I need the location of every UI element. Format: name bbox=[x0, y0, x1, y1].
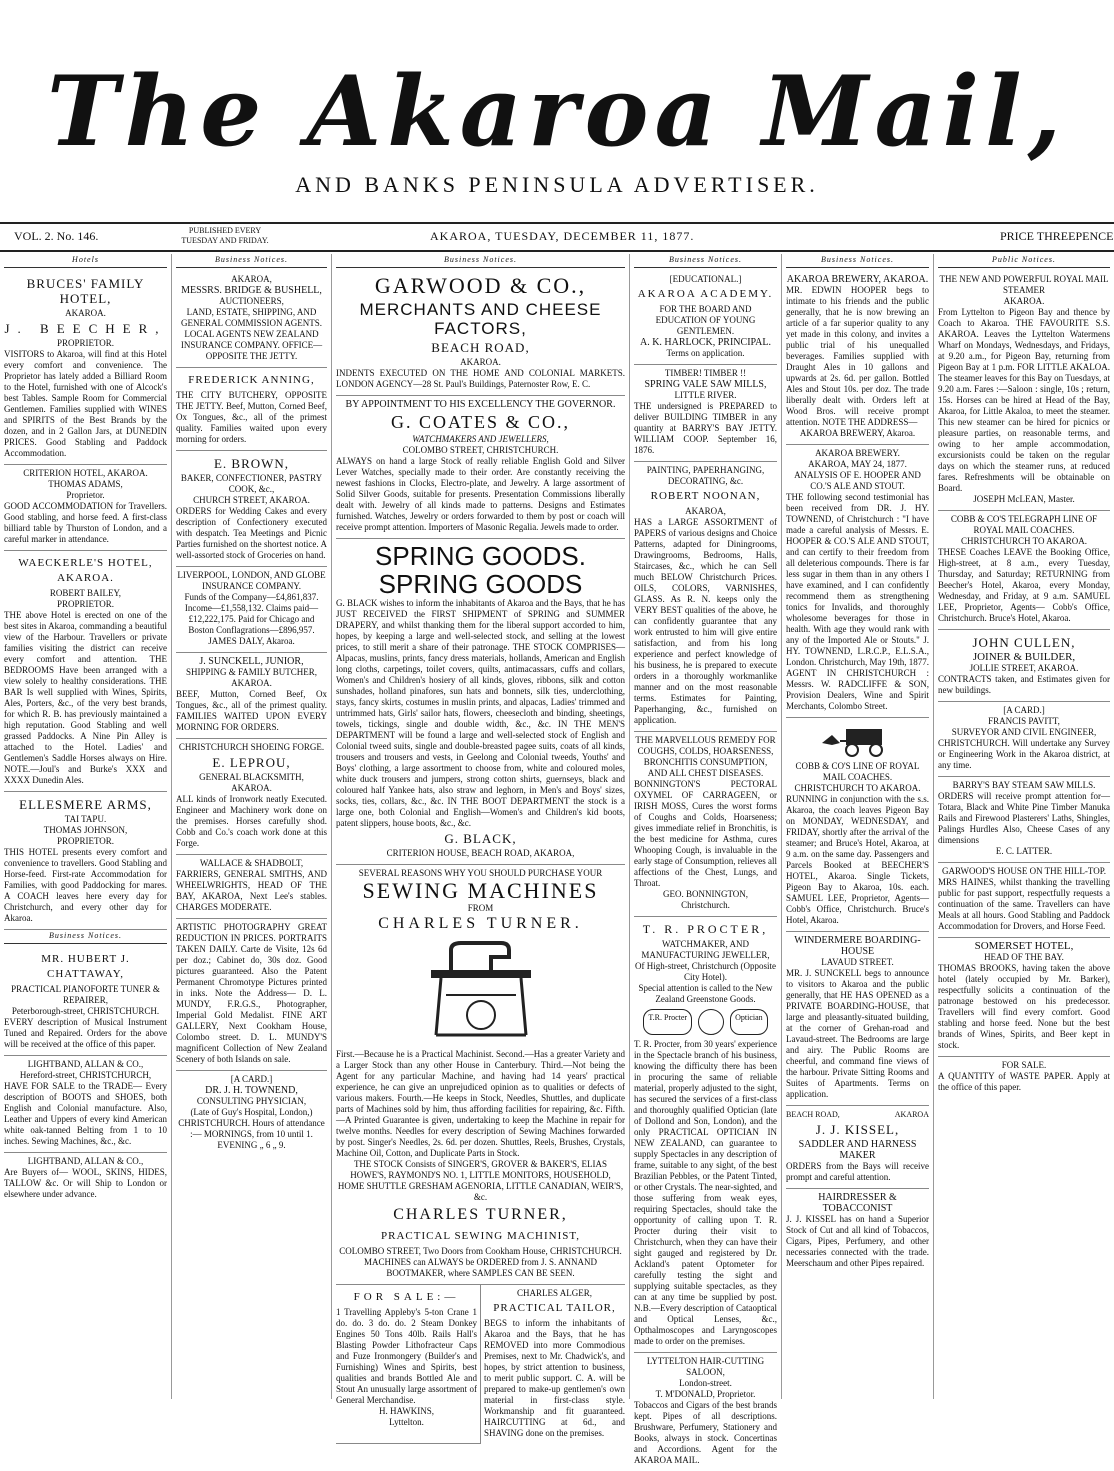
price: PRICE THREEPENCE bbox=[1000, 229, 1114, 243]
advert-anning bbox=[176, 368, 327, 451]
advert-text: From Lyttelton to Pigeon Bay and thence by Coach to Akaroa. THE FAVOURITE S.S. AKAROA. Leaves the Lyttelton Watermens Wharf on Mondays, Wednesdays, and Fridays, at 9.20 a.m., for Pigeon Bay, returning from Pigeon Bay at 1 p.m. FOR LITTLE AKALOA. The steamer leaves for this Bay on Tuesdays, at 9.20 a.m. Fares :—Saloon : single, 10s ; return, 15s. Horses can be hired at Head of the Bay, Akaroa, for Little Akaloa, to meet the steamer. This new steamer can be hired for picnics or pleasure parties, on reasonable terms, and owing to her ample accommodation, excursionists could be taken on the regular days on which the steamer runs, at reduced fares. Refreshments will be obtainable on Board. bbox=[938, 307, 1110, 493]
advert-cobb-coaches bbox=[786, 718, 929, 932]
advert-title: CHRISTCHURCH SHOEING FORGE. bbox=[178, 742, 325, 752]
advert-place: JOLLIE STREET, AKAROA. bbox=[969, 663, 1079, 673]
advert-town: AKAROA. bbox=[460, 357, 501, 367]
advert-place: Lyttelton. bbox=[389, 1417, 424, 1427]
advert-sunckell-butcher bbox=[176, 653, 327, 739]
advert-waeckerles-hotel bbox=[4, 551, 167, 792]
column-heading: Public Notices. bbox=[938, 254, 1110, 268]
advert-role: WATCHMAKERS AND JEWELLERS, bbox=[412, 434, 549, 444]
advert-route: CHRISTCHURCH TO AKAROA. bbox=[961, 536, 1087, 546]
advert-role: SURVEYOR AND CIVIL ENGINEER, bbox=[951, 727, 1097, 737]
advert-place: LAVAUD STREET. bbox=[821, 957, 894, 967]
advert-bonnington bbox=[634, 732, 777, 917]
advert-text: T. R. Procter, from 30 years' experience in the Spectacle branch of his business, knowing the difficulty there has been in procuring the same of reliable material, properly adjusted to the sight, has secured the services of a first-class and thoroughly qualified Optician (late of Dollond and Son, London), and the only PRACTICAL OPTICIAN IN NEW ZEALAND, can guarantee to supply Spectacles in any description of frame, suitable to any sight, of the best Brazilian Pebbles, or the Patent Tinted, or other Crystals. The near-sighted, and those suffering from weak eyes, requiring Spectacles, should take the opportunity of calling upon T. R. Procter during their visit to Christchurch, when they can have their sight gauged and registered by Dr. Ackland's patent Optometer for carefully testing the sight and supplying suitable spectacles, as they can at any time be supplied by post. N.B.—Every description of Cataoptical and Optical Lenses, &c., Opthalmoscopes and Laryngoscopes made to order on the premises. bbox=[634, 1039, 777, 1346]
advert-text: (Late of Guy's Hospital, London,) CHRISTCHURCH. Hours of attendance :— MORNINGS, from 10 until 1. EVENING „ 6 „ 9. bbox=[178, 1107, 325, 1150]
advert-text: LAND, ESTATE, SHIPPING, AND GENERAL COMMISSION AGENTS. LOCAL AGENTS NEW ZEALAND INSURANCE COMPANY. OFFICE—OPPOSITE THE JETTY. bbox=[180, 307, 323, 361]
advert-role: PROPRIETOR. bbox=[56, 836, 115, 846]
advert-title: DR. J. H. TOWNEND, bbox=[205, 1085, 298, 1096]
advert-text: ORDERS for Wedding Cakes and every description of Confectionery executed with despatch. Tea Meetings and Picnic Parties furnished on the shortest notice. A well-assorted stock of Groceries on hand. bbox=[176, 506, 327, 560]
advert-title: GARWOOD'S HOUSE ON THE HILL-TOP. bbox=[941, 866, 1107, 876]
advert-akaroa-academy bbox=[634, 271, 777, 365]
advert-text: THE above Hotel is erected on one of the best sites in Akaroa, commanding a beautiful view of the Harbour. Travellers or private families visiting the district can receive every comfort and attention. THE BEDROOMS Have been arranged with a view solely to healthy considerations. THE BAR Is well supplied with Wines, Spirits, Ales, Porters, &c., of the very best brands, for which R. B. has previously maintained a high reputation. Good Stabling and well grassed Paddocks. A Nine Pin Alley is attached to the Hotel. Ladies' and Gentlemen's Saddle Horses always on Hire. NOTE.—Joul's and Burke's XXX and XXXX Dunedin Ales. bbox=[4, 610, 167, 785]
column-heading: Business Notices. bbox=[786, 254, 929, 268]
column-business-2 bbox=[332, 254, 630, 1438]
advert-title: MESSRS. BRIDGE & BUSHELL, bbox=[181, 285, 322, 296]
advert-side-labels bbox=[786, 1109, 929, 1120]
advert-procter bbox=[634, 917, 777, 1353]
volume-number: VOL. 2. No. 146. bbox=[14, 229, 99, 243]
advert-title: MR. HUBERT J. CHATTAWAY, bbox=[41, 953, 130, 980]
advert-label: [A CARD.] bbox=[230, 1074, 273, 1084]
advert-townend bbox=[176, 1071, 327, 1156]
advert-garwoods-house bbox=[938, 863, 1110, 938]
advert-text: ORDERS from the Bays will receive prompt and careful attention. bbox=[786, 1161, 929, 1182]
advert-text: 1 Travelling Appleby's 5-ton Crane 1 do. do. 3 do. do. 2 Steam Donkey Engines 50 Tons 40lb. Rails Hall's Blasting Powder Lithofracteur Caps and Fuze Ironmongery (Builder's and Furnishing) Wines and Spirits, best qualities and brands Bottled Ale and Stout An unusually large assortment of General Merchandise. bbox=[336, 1307, 477, 1405]
advert-place: COLOMBO STREET, CHRISTCHURCH. bbox=[402, 445, 559, 455]
advert-name: THOMAS ADAMS, bbox=[48, 479, 123, 489]
advert-stock: THE STOCK Consists of SINGER'S, GROVER & BAKER'S, ELIAS HOWE'S, RAYMOND'S NO. 1, LITTLE MONITORS, HOUSEHOLD, HOME SHUTTLE GRESHAM AGENORIA, LITTLE CANADIAN, WEIR'S, &c. bbox=[337, 1159, 624, 1202]
advert-title: J. J. KISSEL, bbox=[815, 1122, 900, 1137]
masthead bbox=[0, 55, 1114, 198]
advert-role: SADDLER AND HARNESS MAKER bbox=[798, 1139, 917, 1161]
advert-role: JOINER & BUILDER, bbox=[972, 651, 1076, 663]
advert-role: AUCTIONEERS, bbox=[219, 296, 284, 306]
advert-text: MR. EDWIN HOOPER begs to intimate to his friends and the public generally, that he is now brewing an article of a far superior quality to any yet made in this colony, and invites a public trial of his unequalled beverages. Families supplied with Draught Ales in 10 gallons and upwards at 2s. 6d. per gallon. Bottled Ales and Stout 10s. per doz. The trade liberally dealt with. Orders left at Wood Bros. will receive prompt attention. NOTE THE ADDRESS— bbox=[786, 285, 929, 427]
advert-title: FOR SALE:— bbox=[353, 1291, 460, 1303]
advert-subtitle: MERCHANTS AND CHEESE FACTORS, bbox=[359, 300, 602, 338]
advert-text: BEEF, Mutton, Corned Beef, Ox Tongues, &c., all of the primest quality. FAMILIES WAITED UPON EVERY MORNING FOR ORDERS. bbox=[176, 689, 327, 732]
advert-title: HAIRDRESSER & TOBACCONIST bbox=[818, 1192, 897, 1214]
advert-text: VISITORS to Akaroa, will find at this Hotel every comfort and convenience. The Proprietor has lately added a Billiard Room to the Hotel, furnished with one of Alcock's best Tables. Sample Room for Commercial Gentlemen. Families supplied with WINES and SPIRITS of the Best Brands by the dozen, and in 2 Gallon Jars, at DUNEDIN PRICES. Good Stabling and Paddock Accommodation. bbox=[4, 349, 167, 458]
advert-text: ALL kinds of Ironwork neatly Executed. Engineer and Machinery work done on the premises. Horses carefully shod. Cobb and Co.'s coach work done at this Forge. bbox=[176, 794, 327, 848]
advert-text: THE following second testimonial has been received from DR. J. HY. TOWNEND, of Christchurch : "I have made a careful analysis of Messrs. E. HOOPER & CO.'S ALE AND STOUT, and can certify to their freedom from all deleterious compounds. There is far less sugar in them than in any others I have examined, and I can confidently recommend them as strengthening tonics for Invalids, and thoroughly wholesome beverages for those in health. With age they would rank with any of the Imported Ale or Stouts." J. HY. TOWNEND, L.R.C.P., E.L.S.A., London. Christchurch, May 19th, 1877. AGENT IN CHRISTCHURCH : Messrs. W. RADCLIFFE & SON, Provision Dealers, Wine and Spirit Merchants, Colombo Street. bbox=[786, 492, 929, 711]
advert-label: [EDUCATIONAL.] bbox=[669, 274, 742, 284]
advert-title: LIGHTBAND, ALLAN & CO., bbox=[27, 1059, 144, 1069]
advert-place: Hereford-street, CHRISTCHURCH, bbox=[19, 1070, 152, 1080]
advert-name: CHARLES ALGER, bbox=[516, 1288, 592, 1298]
advert-signature: CHARLES TURNER, bbox=[393, 1206, 568, 1223]
advert-side-right: AKAROA bbox=[894, 1110, 929, 1119]
advert-text: G. BLACK wishes to inform the inhabitants of Akaroa and the Bays, that he has JUST RECEIVED the FIRST SHIPMENT of SPRING and SUMMER DRAPERY, and whilst thanking them for the liberal support accorded to him, hopes, by keeping a large and well-selected stock, and selling at the lowest prices, to still merit a share of their patronage. THE STOCK COMPRISES—Alpacas, muslins, prints, fancy dress materials, hollands, American and English long cloths, carpetings, toilet covers, quilts, antimacassars, cuffs and collars, Women's and Children's hosiery of all kinds, gloves, ribbons, silk and cotton sunshades, holland pinafores, sun hats and bonnets, silk ties, underclothing, stays, fancy skirts, costumes in muslin prints, and alpacas, Ladies' trimmed and untrimmed hats, Girls' sailor hats, flowers, cheesecloth and binding, sheetings, towels, tickings, single and double width, &c., &c. IN THE MEN'S DEPARTMENT will be found a large and well-selected stock of English and Colonial tweed suits, single and double-breasted pagee suits, coats of all kinds, trousers and trousers and vests, in Geelong and Colonial tweeds, Youths' and Boys' clothing, a large assortment to choose from, white and coloured moles, white duck trousers and jumpers, strong cotton shirts, guernseys, black and coloured half Yankee hats, also straw and leghorn, in Men's and Boys' sizes, socks, ties, collars, &c., &c. IN THE BOOT DEPARTMENT the stock is a large one, both Colonial and English—Women's and Children's kid boots, patent slippers, house boots, &c., &c. bbox=[336, 598, 625, 828]
advert-role: BAKER, CONFECTIONER, PASTRY COOK, &c., bbox=[180, 473, 323, 494]
advert-text: THE undersigned is PREPARED to deliver BUILDING TIMBER in any quantity at BARRY'S BAY JETTY. WILLIAM COOP. September 16, 1876. bbox=[634, 401, 777, 455]
advert-mundy-photography bbox=[176, 919, 327, 1071]
advert-place: London-street. bbox=[679, 1378, 732, 1388]
optician-badge: Optician bbox=[730, 1009, 768, 1035]
advert-text: BONNINGTON'S PECTORAL OXYMEL OF CARRAGEEN, or IRISH MOSS, Cures the worst forms of Coughs and Colds, Hoarseness; gives immediate relief in Bronchitis, is the best medicine for Asthma, cures Whooping Cough, is invaluable in the early stage of Consumption, relieves all affections of the Chest, Lungs, and Throat. bbox=[634, 779, 777, 888]
advert-title: BRUCES' FAMILY HOTEL, bbox=[26, 276, 145, 306]
advert-note: Special attention is called to the New Zealand Greenstone Goods. bbox=[638, 983, 773, 1004]
advert-alger bbox=[481, 1285, 625, 1444]
advert-title: AKAROA BREWERY, AKAROA. bbox=[786, 274, 929, 285]
advert-name: CHARLES TURNER. bbox=[378, 915, 583, 932]
advert-appointment: BY APPOINTMENT TO HIS EXCELLENCY THE GOVERNOR. bbox=[345, 399, 616, 410]
advert-route: CHRISTCHURCH TO AKAROA. bbox=[794, 783, 921, 793]
advert-lightband-trade bbox=[4, 1056, 167, 1153]
advert-text: Terms on application. bbox=[666, 348, 745, 358]
advert-title: AKAROA BREWERY. bbox=[815, 448, 900, 458]
advert-windermere bbox=[786, 932, 929, 1106]
advert-ellesmere-arms bbox=[4, 792, 167, 930]
advert-text: FARRIERS, GENERAL SMITHS, AND WHEELWRIGHTS, HEAD OF THE BAY, AKAROA, Next Lee's stables. CHARGES MODERATE. bbox=[176, 869, 327, 912]
advert-text: GOOD ACCOMMODATION for Travellers. Good stabling, and horse feed. A first-class billiard table by Thurston of London, and a careful marker in attendance. bbox=[4, 501, 167, 544]
advert-title: CRITERION HOTEL, AKAROA. bbox=[23, 468, 148, 478]
advert-title: E. BROWN, bbox=[213, 456, 290, 471]
advert-name: J. BEECHER, bbox=[4, 321, 167, 336]
advert-name: G. BLACK, bbox=[444, 831, 517, 846]
advert-title: WINDERMERE BOARDING-HOUSE bbox=[794, 935, 921, 957]
coach-illustration-icon bbox=[818, 723, 898, 759]
advert-place: Christchurch. bbox=[681, 900, 730, 910]
advert-text: ORDERS will receive prompt attention for— Totara, Black and White Pine Timber Manuka Rails and Firewood Plasterers' Laths, Shingles, Palings Hurdles Also, Cheese Cases of any dimensions bbox=[938, 791, 1110, 845]
advert-kissel-tobacconist bbox=[786, 1189, 929, 1274]
advert-signature-place: COLOMBO STREET, Two Doors from Cookham House, CHRISTCHURCH. bbox=[339, 1246, 622, 1256]
advert-bruces-hotel bbox=[4, 271, 167, 465]
advert-title: THE MARVELLOUS REMEDY FOR COUGHS, COLDS, HOARSENESS, BRONCHITIS CONSUMPTION, AND ALL CHEST DISEASES. bbox=[635, 735, 776, 778]
advert-title: T. R. PROCTER, bbox=[642, 922, 769, 936]
advert-name: E. C. LATTER. bbox=[995, 846, 1053, 856]
advert-role: PROPRIETOR. bbox=[56, 599, 115, 609]
advert-title: LIGHTBAND, ALLAN & CO., bbox=[27, 1156, 144, 1166]
eye-emblem-icon bbox=[698, 1009, 724, 1035]
advert-text: RUNNING in conjunction with the s.s. Akaroa, the coach leaves Pigeon Bay on MONDAY, WEDNESDAY, and FRIDAY, shortly after the arrival of the steamer; and Bruce's Hotel, Akaroa, at 9 a.m. on the same day. Passengers and Parcels Booked at BEECHER'S HOTEL, Akaroa. Single Tickets, Pigeon Bay to Akaroa, 10s. each. SAMUEL LEE, Proprietor, Agents— Cobb's Office, Christchurch. Bruce's Hotel, Akaroa. bbox=[786, 794, 929, 925]
advert-lead: SEVERAL REASONS WHY YOU SHOULD PURCHASE YOUR bbox=[358, 868, 603, 878]
column-business-4 bbox=[782, 254, 934, 1399]
advert-label: [A CARD.] bbox=[1003, 705, 1045, 715]
column-heading: Business Notices. bbox=[176, 254, 327, 268]
advert-title: AKAROA ACADEMY. bbox=[637, 288, 774, 300]
advert-text: First.—Because he is a Practical Machinist. Second.—Has a greater Variety and a Larger Stock than any other House in Canterbury. Third.—Not being the Agent for any particular Machine, and having had 14 years' practical experience, he can give an unprejudiced opinion as to qualities or defects of various makers. Fourth.—He keeps in Stock, Needles, Shuttles, and duplicate parts of Machines sold by him, thus affording facilities for repairing, &c. Fifth.—A Printed Guarantee is given, undertaking to keep the Machine in repair for twelve months. Needles for every description of Sewing Machines forwarded by post. Singer's Needles, 2s. 6d. per dozen. Shuttles, Reels, Brushes, Crystals, Machine Oil, Cotton, and Duplicate Parts in Stock. bbox=[336, 1049, 625, 1158]
advert-title: FRANCIS PAVITT, bbox=[988, 716, 1060, 726]
column-heading: Business Notices. bbox=[634, 254, 777, 268]
advert-sewing-machines bbox=[336, 865, 625, 1285]
advert-liverpool-insurance bbox=[176, 567, 327, 653]
advert-title: BARRY'S BAY STEAM SAW MILLS. bbox=[952, 780, 1096, 790]
advert-text: MRS HAINES, whilst thanking the travelling public for past support, respectfully requests a continuation of the same. Travellers can have Meals at all hours. Good Stabling and Paddock Accommodation for Drovers, and Horse Feed. bbox=[938, 877, 1110, 931]
advert-role: Proprietor. bbox=[66, 490, 105, 500]
dateline bbox=[0, 222, 1114, 252]
advert-role: WATCHMAKER, AND MANUFACTURING JEWELLER, bbox=[641, 939, 770, 960]
advert-subtitle: FOR THE BOARD AND EDUCATION OF YOUNG GENTLEMEN. bbox=[655, 304, 756, 336]
advert-name: E. LEPROU, bbox=[212, 755, 291, 770]
publication-schedule: PUBLISHED EVERY TUESDAY AND FRIDAY. bbox=[181, 226, 269, 245]
advert-text: HAS a LARGE ASSORTMENT of PAPERS of various designs and Choice Patterns, adapted for Diningrooms, Drawingrooms, Bedrooms, Halls, Staircases, &c., which he can Sell much BELOW Christchurch Prices. OILS, COLORS, VARNISHES, GLASS. As R. N. keeps only the VERY BEST qualities of the above, he can confidently guarantee that any work entrusted to him will give entire satisfaction, and from his long experience and perfect knowledge of his business, he is prepared to execute orders in a thoroughly workmanlike manner and on the most reasonable terms. Estimates for Painting, Paperhanging, &c., furnished on application. bbox=[634, 517, 777, 725]
advert-place: CRITERION HOUSE, BEACH ROAD, AKAROA, bbox=[386, 848, 575, 858]
advert-name: GEO. BONNINGTON, bbox=[662, 889, 749, 899]
advert-place: TAI TAPU. bbox=[64, 814, 107, 824]
advert-cullen bbox=[938, 630, 1110, 702]
advert-title: FOR SALE. bbox=[1001, 1060, 1047, 1070]
sewing-machine-illustration bbox=[421, 935, 541, 1045]
advert-pavitt bbox=[938, 702, 1110, 777]
advert-text: A QUANTITY of WASTE PAPER. Apply at the office of this paper. bbox=[938, 1071, 1110, 1092]
advert-text: ALWAYS on hand a large Stock of really reliable English Gold and Silver Lever Watches, specially made to their order. Are constantly receiving the newest fashions in Clocks, Electro-plate, and Jewelry. A large assortment of Solid Silver Goods, suitable for presents. Presentation Commissions liberally dealt with. Jewelry of all kinds made to patterns. Designs and Estimates furnished. Watches, Jewelry or orders forwarded to them by post or coach will receive prompt attention. Importers of Masonic Regalia. Jewels made to order. bbox=[336, 456, 625, 532]
advert-cobb-telegraph bbox=[938, 511, 1110, 630]
advert-text: Are Buyers of— WOOL, SKINS, HIDES, TALLOW &c. Or will Ship to London or elsewhere under advance. bbox=[4, 1167, 167, 1199]
advert-place: HEAD OF THE BAY. bbox=[984, 952, 1064, 962]
advert-title: G. COATES & CO., bbox=[390, 412, 570, 432]
advert-head: TIMBER! TIMBER !! bbox=[664, 368, 747, 378]
advert-wallace-shadbolt bbox=[176, 855, 327, 919]
advert-name: THOMAS JOHNSON, bbox=[43, 825, 128, 835]
advert-text: CHRISTCHURCH. Will undertake any Survey or Engineering Work in the Akaroa district, at any time. bbox=[938, 738, 1110, 770]
advert-side-left: BEACH ROAD, bbox=[786, 1110, 840, 1119]
optician-emblem bbox=[634, 1009, 777, 1035]
advert-kissel-saddler bbox=[786, 1106, 929, 1189]
advert-text: Funds of the Company—£4,861,837. Income—£1,558,132. Claims paid—£12,222,175. Paid for Chicago and Boston Conflagrations—£896,957. JAMES DALY, Akaroa. bbox=[184, 592, 319, 646]
advert-text: HAVE FOR SALE to the TRADE— Every description of BOOTS and SHOES, both English and Colonial manufacture. Also, Leather and Uppers of every kind American white oak-tanned Belting from 1 to 10 inches. Sewing Machines, &c., &c. bbox=[4, 1081, 167, 1146]
column-hotels bbox=[0, 254, 172, 1399]
column-heading: Business Notices. bbox=[4, 930, 167, 944]
advert-from: FROM bbox=[467, 903, 494, 913]
advert-signature-role: PRACTICAL SEWING MACHINIST, bbox=[380, 1230, 581, 1242]
advert-note: MACHINES can ALWAYS be ORDERED from J. S. ANNAND BOOTMAKER, where SAMPLES CAN BE SEEN. bbox=[364, 1257, 597, 1278]
advert-title: WAECKERLE'S HOTEL, AKAROA. bbox=[18, 557, 153, 584]
advert-role: SHIPPING & FAMILY BUTCHER, AKAROA. bbox=[185, 667, 318, 688]
advert-hawkins bbox=[336, 1285, 481, 1444]
advert-title: LYTTELTON HAIR-CUTTING SALOON, bbox=[646, 1356, 765, 1377]
advert-noonan bbox=[634, 462, 777, 732]
advert-date: AKAROA, MAY 24, 1877. bbox=[808, 459, 907, 469]
newspaper-subtitle: AND BANKS PENINSULA ADVERTISER. bbox=[295, 172, 819, 197]
advert-title: COBB & CO'S TELEGRAPH LINE OF ROYAL MAIL COACHES. bbox=[950, 514, 1098, 535]
issue-date: AKAROA, TUESDAY, DECEMBER 11, 1877. bbox=[430, 229, 695, 243]
column-public-notices bbox=[934, 254, 1114, 1399]
advert-place: AKAROA, bbox=[685, 506, 726, 516]
advert-name: JOSEPH McLEAN, Master. bbox=[973, 494, 1075, 504]
advert-title: COBB & CO'S LINE OF ROYAL MAIL COACHES. bbox=[795, 761, 920, 782]
advert-text: CONTRACTS taken, and Estimates given for new buildings. bbox=[938, 674, 1110, 695]
advert-waste-paper bbox=[938, 1057, 1110, 1098]
advert-name: T. M'DONALD, Proprietor. bbox=[655, 1389, 756, 1399]
advert-barrys-bay-mills bbox=[938, 777, 1110, 863]
advert-address: AKAROA BREWERY, Akaroa. bbox=[799, 428, 916, 438]
advert-head: PAINTING, PAPERHANGING, DECORATING, &c. bbox=[646, 465, 765, 486]
advert-lightband-buyers bbox=[4, 1153, 167, 1205]
advert-title: JOHN CULLEN, bbox=[972, 635, 1076, 650]
advert-name: A. K. HARLOCK, PRINCIPAL. bbox=[639, 337, 772, 348]
advert-place: CHURCH STREET, AKAROA. bbox=[193, 495, 310, 505]
advert-row bbox=[336, 1285, 625, 1444]
advert-title: ROBERT NOONAN, bbox=[650, 490, 761, 502]
advert-title: SOMERSET HOTEL, bbox=[974, 940, 1074, 952]
advert-text: THOMAS BROOKS, having taken the above hotel (lately occupied by Mr. Barker), respectfully solicits a continuation of the patronage bestowed on his predecessor. Travellers will find every comfort. Good stabling and horse feed. None but the best brands of Wines, Spirits, and Beer kept in stock. bbox=[938, 963, 1110, 1050]
advert-spring-goods bbox=[336, 539, 625, 865]
advert-title: THE NEW AND POWERFUL ROYAL MAIL STEAMER bbox=[939, 274, 1109, 295]
advert-leprou bbox=[176, 739, 327, 855]
advert-role: GENERAL BLACKSMITH, bbox=[199, 772, 304, 782]
column-heading: Business Notices. bbox=[336, 254, 625, 268]
advert-title: SEWING MACHINES bbox=[362, 878, 599, 903]
advert-garwood bbox=[336, 271, 625, 396]
advert-role: PROPRIETOR. bbox=[56, 338, 115, 348]
advert-bridge-bushell bbox=[176, 271, 327, 368]
advert-lyttelton-saloon bbox=[634, 1353, 777, 1471]
advert-place: Peterborough-street, CHRISTCHURCH. bbox=[11, 1006, 160, 1016]
column-business-1 bbox=[172, 254, 332, 1399]
advert-subtitle: PRACTICAL PIANOFORTE TUNER & REPAIRER, bbox=[11, 984, 160, 1005]
advert-text: Tobaccos and Cigars of the best brands kept. Pipes of all descriptions. Brushware, Perfumery, Stationery and Books, always in stock. Concertinas and Accordions. Agent for the AKAROA MAIL. bbox=[634, 1400, 777, 1465]
advert-text: THIS HOTEL presents every comfort and convenience to travellers. Good Stabling and Horse-feed. First-rate Accommodation for Families, with good Paddocking for mares. A COACH leaves here every day for Christchurch, and every other day for Akaroa. bbox=[4, 847, 167, 923]
advert-ship: AKAROA. bbox=[1003, 296, 1045, 306]
advert-role: CONSULTING PHYSICIAN, bbox=[196, 1096, 307, 1106]
column-business-3 bbox=[630, 254, 782, 1465]
advert-text: ARTISTIC PHOTOGRAPHY GREAT REDUCTION IN PRICES. PORTRAITS TAKEN DAILY. Carte de Visite, 12s 6d per doz.; Cabinet do, 30s doz. Good pictures guaranteed. Also the Patent Permanent Chromotype Pictures printed in inks. Note the Address— D. L. MUNDY, F.R.G.S., Photographer, Imperial Gold Medalist. FINE ART GALLERY, Next Cookham House, Colombo street. D. L. MUNDY'S magnificent Collection of New Zealand Scenery of both Islands on sale. bbox=[176, 922, 327, 1064]
advert-text: BEGS to inform the inhabitants of Akaroa and the Bays, that he has REMOVED into more Commodious Premises, next to Mr. Chadwick's, and hopes, by strict attention to business, to merit public support. C. A. will be prepared to make-up gentlemen's own material in first-class style. Workmanship and fit guaranteed. HAIRCUTTING at 6d., and SHAVING done on the premises. bbox=[484, 1318, 625, 1438]
advert-text: MR. J. SUNCKELL begs to announce to visitors to Akaroa and the public generally, that HE HAS OPENED as a PRIVATE BOARDING-HOUSE, that large and pleasantly-situated building, at the corner of Grehan-road and Lavaud-street. The Bedrooms are large and airy. The Public Rooms are cheerful, and command fine views of the harbour. Private Sitting Rooms and Suites of Apartments. Terms on application. bbox=[786, 968, 929, 1099]
advert-place: BEACH ROAD, bbox=[431, 340, 530, 355]
advert-royal-mail-steamer bbox=[938, 271, 1110, 511]
advert-criterion-hotel bbox=[4, 465, 167, 551]
advert-spring-vale bbox=[634, 365, 777, 462]
advert-chattaway bbox=[4, 947, 167, 1056]
advert-title: FREDERICK ANNING, bbox=[188, 374, 315, 386]
advert-somerset-hotel bbox=[938, 938, 1110, 1057]
newspaper-title: The Akaroa Mail, bbox=[47, 55, 1067, 168]
procter-badge: T.R. Procter bbox=[643, 1009, 692, 1035]
advert-title: GARWOOD & CO., bbox=[374, 273, 587, 298]
advert-place: AKAROA. bbox=[65, 308, 106, 318]
advert-akaroa-brewery bbox=[786, 271, 929, 445]
advert-place: AKAROA, bbox=[231, 274, 272, 284]
advert-title: LIVERPOOL, LONDON, AND GLOBE INSURANCE COMPANY. bbox=[177, 570, 326, 591]
advert-text: THESE Coaches LEAVE the Booking Office, High-street, at 8 a.m., every Tuesday, Thursday, and Saturday; RETURNING from Beecher's Hotel, Akaroa, every Monday, Wednesday, and Friday, at 9 a.m. SAMUEL LEE, Proprietor, Agents— Cobb's Office, Christchurch. Bruce's Hotel, Akaroa. bbox=[938, 547, 1110, 623]
advert-place: Of High-street, Christchurch (Opposite City Hotel). bbox=[635, 961, 776, 982]
advert-text: J. J. KISSEL has on hand a Superior Stock of Cut and all kind of Tobaccos, Cigars, Pipes, Perfumery, and other necessaries connected with the trade. Meerschaum and other Pipes repaired. bbox=[786, 1214, 929, 1268]
advert-brown bbox=[176, 451, 327, 567]
advert-title: J. SUNCKELL, JUNIOR, bbox=[199, 656, 304, 667]
advert-brewery-analysis bbox=[786, 445, 929, 718]
advert-place: LITTLE RIVER. bbox=[674, 390, 737, 400]
advert-title: SPRING GOODS. SPRING GOODS bbox=[375, 541, 586, 599]
advert-name: H. HAWKINS, bbox=[378, 1406, 435, 1416]
advert-head: ANALYSIS OF E. HOOPER AND CO.'S ALE AND STOUT. bbox=[794, 470, 921, 491]
columns bbox=[0, 254, 1114, 1465]
advert-coates bbox=[336, 396, 625, 539]
advert-name: ROBERT BAILEY, bbox=[49, 588, 122, 598]
advert-title: ELLESMERE ARMS, bbox=[19, 797, 152, 812]
advert-text: INDENTS EXECUTED ON THE HOME AND COLONIAL MARKETS. LONDON AGENCY—28 St. Paul's Buildings, Paternoster Row, E. C. bbox=[336, 368, 625, 389]
advert-text: THE CITY BUTCHERY, OPPOSITE THE JETTY. Beef, Mutton, Corned Beef, Ox Tongues, &c., all of the primest quality. Families waited upon every morning for orders. bbox=[176, 390, 327, 444]
advert-title: SPRING VALE SAW MILLS, bbox=[644, 379, 767, 390]
advert-title: PRACTICAL TAILOR, bbox=[493, 1302, 616, 1314]
column-heading: Hotels bbox=[4, 254, 167, 268]
advert-text: EVERY description of Musical Instrument Tuned and Repaired. Orders for the above will be received at the office of this paper. bbox=[4, 1017, 167, 1049]
advert-place: AKAROA. bbox=[231, 783, 272, 793]
advert-title: WALLACE & SHADBOLT, bbox=[199, 858, 304, 868]
